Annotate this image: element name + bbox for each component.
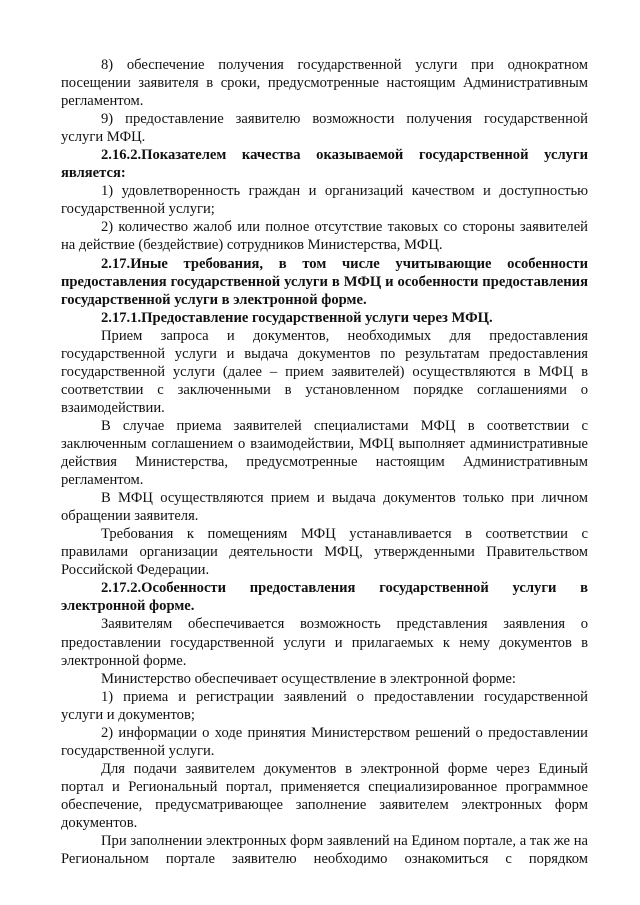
section-heading: 2.17.1.Предоставление государственной услуги через МФЦ. — [101, 309, 493, 326]
paragraph: Требования к помещениям МФЦ устанавливается в соответствии с правилами организации деятельности МФЦ, утвержденными Правительством Российской Федерации. — [61, 526, 588, 579]
paragraph: Заявителям обеспечивается возможность представления заявления о предоставлении государственной услуги и прилагаемых к нему документов в электронной форме. — [61, 616, 588, 669]
paragraph: При заполнении электронных форм заявлений на Едином портале, а так же на Региональном портале заявителю необходимо ознакомиться с порядком — [61, 833, 588, 868]
paragraph: 1) приема и регистрации заявлений о предоставлении государственной услуги и документов; — [61, 688, 588, 723]
paragraph: 1) удовлетворенность граждан и организаций качеством и доступностью государственной услуги; — [61, 183, 588, 218]
paragraph: В случае приема заявителей специалистами МФЦ в соответствии с заключенным соглашением о взаимодействии, МФЦ выполняет административные действия Министерства, предусмотренные настоящим Административным регламентом. — [61, 417, 588, 489]
paragraph: Прием запроса и документов, необходимых для предоставления государственной услуги и выдача документов по результатам предоставления государственной услуги (далее – прием заявителей) осуществляются в МФЦ в соответствии с заключенными в установленном порядке соглашениями о взаимодействии. — [61, 327, 588, 416]
paragraph: 9) предоставление заявителю возможности получения государственной услуги МФЦ. — [61, 111, 588, 146]
document-page — [61, 56, 588, 868]
section-heading: 2.16.2.Показателем качества оказываемой государственной услуги является: — [61, 147, 588, 182]
paragraph: В МФЦ осуществляются прием и выдача документов только при личном обращении заявителя. — [61, 490, 588, 525]
paragraph: 2) информации о ходе принятия Министерством решений о предоставлении государственной услуги. — [61, 724, 588, 759]
paragraph: Министерство обеспечивает осуществление в электронной форме: — [101, 670, 516, 687]
paragraph: Для подачи заявителем документов в электронной форме через Единый портал и Региональный портал, применяется специализированное программное обеспечение, предусматривающее заполнение заявителем электронных форм документов. — [61, 760, 588, 831]
paragraph: 2) количество жалоб или полное отсутствие таковых со стороны заявителей на действие (бездействие) сотрудников Министерства, МФЦ. — [61, 219, 588, 254]
section-heading: 2.17.Иные требования, в том числе учитывающие особенности предоставления государственной услуги в МФЦ и особенности предоставления государственной услуги в электронной форме. — [61, 255, 588, 308]
paragraph: 8) обеспечение получения государственной услуги при однократном посещении заявителя в сроки, предусмотренные настоящим Административным регламентом. — [61, 57, 588, 110]
section-heading: 2.17.2.Особенности предоставления государственной услуги в электронной форме. — [61, 580, 588, 615]
